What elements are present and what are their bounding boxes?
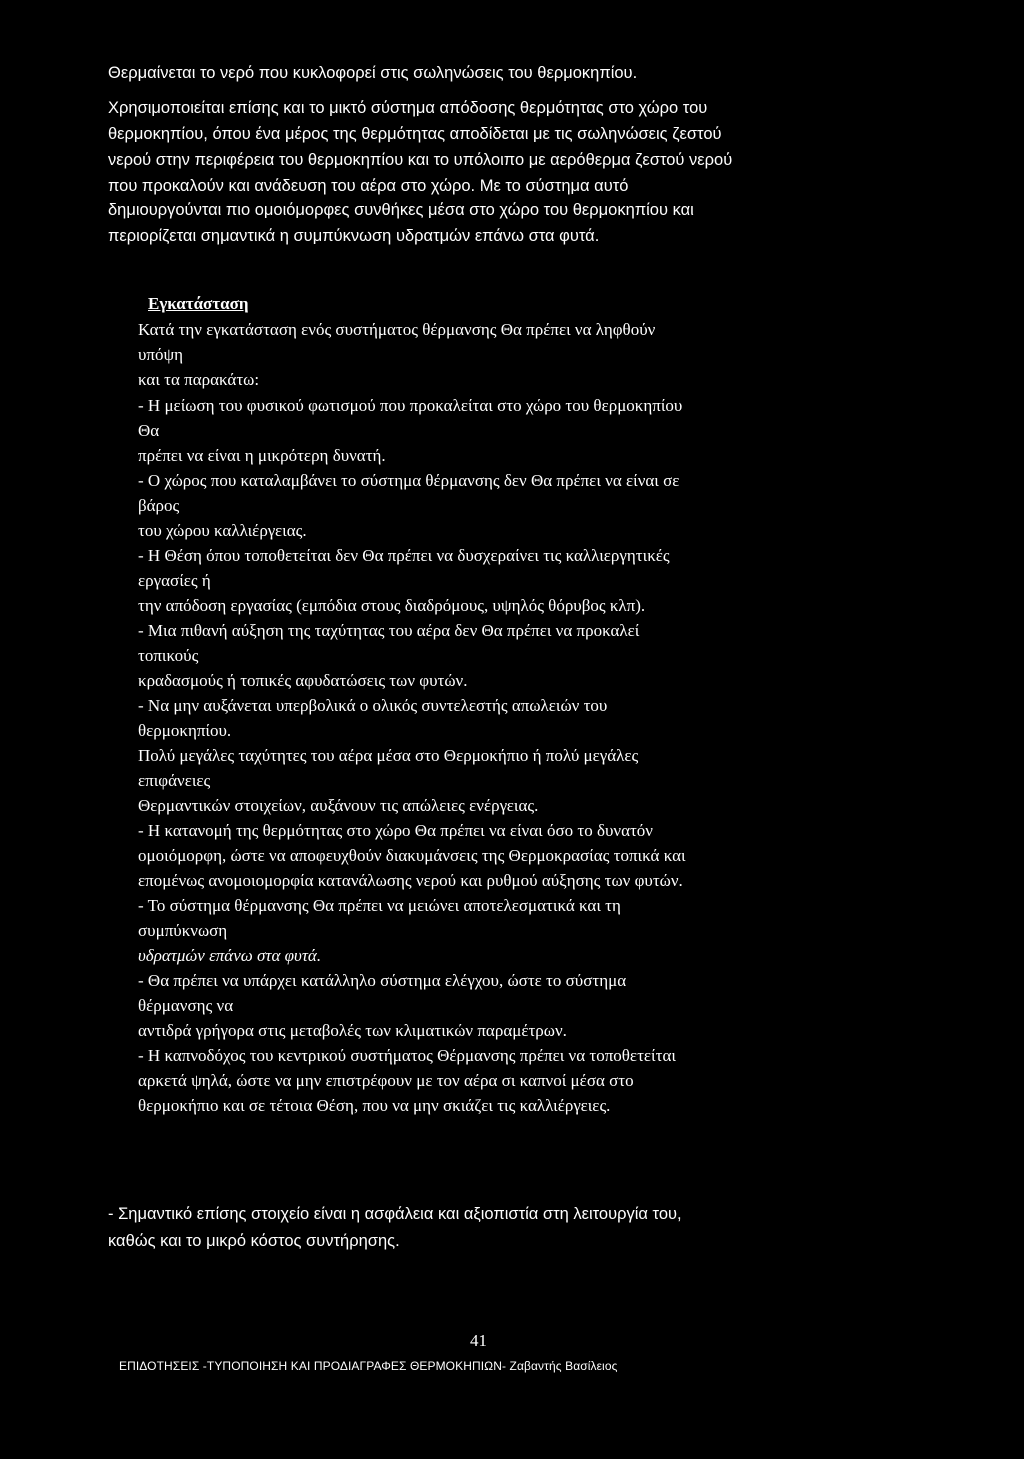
text-line: αντιδρά γρήγορα στις μεταβολές των κλιματικών παραμέτρων. [138, 1021, 567, 1040]
text-line: υπόψη [138, 345, 184, 364]
text-line: βάρος [138, 496, 180, 515]
text-line: δημιουργούνται πιο ομοιόμορφες συνθήκες μέσα στο χώρο του θερμοκηπίου και [108, 201, 694, 219]
text-line: - Η καπνοδόχος του κεντρικού συστήματος Θέρμανσης πρέπει να τοποθετείται [138, 1046, 676, 1065]
text-line: - Η μείωση του φυσικού φωτισμού που προκαλείται στο χώρο του θερμοκηπίου [138, 396, 683, 415]
text-line: υδρατμών επάνω στα φυτά. [138, 946, 322, 965]
footer-text: ΕΠΙΔΟΤΗΣΕΙΣ -ΤΥΠΟΠΟΙΗΣΗ ΚΑΙ ΠΡΟΔΙΑΓΡΑΦΕΣ ΘΕΡΜΟΚΗΠΙΩΝ- Ζαβαντής Βασίλειος [119, 1359, 618, 1373]
text-line: Θερμαίνεται το νερό που κυκλοφορεί στις σωληνώσεις του θερμοκηπίου. [108, 64, 638, 82]
text-line: που προκαλούν και ανάδευση του αέρα στο χώρο. Με το σύστημα αυτό [108, 177, 629, 195]
text-line: Κατά την εγκατάσταση ενός συστήματος θέρμανσης Θα πρέπει να ληφθούν [138, 320, 656, 339]
text-line: - Η κατανομή της θερμότητας στο χώρο Θα πρέπει να είναι όσο το δυνατόν [138, 821, 653, 840]
text-line: εργασίες ή [138, 571, 211, 590]
text-line: αρκετά ψηλά, ώστε να μην επιστρέφουν με τον αέρα σι καπνοί μέσα στο [138, 1071, 634, 1090]
text-line: συμπύκνωση [138, 921, 228, 940]
text-line: επομένως ανομοιομορφία κατανάλωσης νερού και ρυθμού αύξησης των φυτών. [138, 871, 683, 890]
text-line: θερμοκήπιο και σε τέτοια Θέση, που να μην σκιάζει τις καλλιέργειες. [138, 1096, 611, 1115]
text-line: θερμοκηπίου, όπου ένα μέρος της θερμότητας αποδίδεται με τις σωληνώσεις ζεστού [108, 125, 722, 143]
text-line: καθώς και το μικρό κόστος συντήρησης. [108, 1232, 400, 1250]
text-line: Χρησιμοποιείται επίσης και το μικτό σύστημα απόδοσης θερμότητας στο χώρο του [108, 99, 708, 117]
text-line: θέρμανσης να [138, 996, 234, 1015]
text-line: θερμοκηπίου. [138, 721, 232, 740]
text-line: - Η Θέση όπου τοποθετείται δεν Θα πρέπει να δυσχεραίνει τις καλλιεργητικές [138, 546, 670, 565]
text-line: - Σημαντικό επίσης στοιχείο είναι η ασφάλεια και αξιοπιστία στη λειτουργία του, [108, 1205, 682, 1223]
text-line: Πολύ μεγάλες ταχύτητες του αέρα μέσα στο Θερμοκήπιο ή πολύ μεγάλες [138, 746, 639, 765]
text-line: πρέπει να είναι η μικρότερη δυνατή. [138, 446, 386, 465]
text-line: - Να μην αυξάνεται υπερβολικά ο ολικός συντελεστής απωλειών του [138, 696, 608, 715]
text-line: - Ο χώρος που καταλαμβάνει το σύστημα θέρμανσης δεν Θα πρέπει να είναι σε [138, 471, 680, 490]
text-line: Θα [138, 421, 160, 440]
text-line: Θερμαντικών στοιχείων, αυξάνουν τις απώλειες ενέργειας. [138, 796, 539, 815]
text-line: επιφάνειες [138, 771, 211, 790]
text-line: - Θα πρέπει να υπάρχει κατάλληλο σύστημα ελέγχου, ώστε το σύστημα [138, 971, 627, 990]
text-line: και τα παρακάτω: [138, 370, 260, 389]
text-line: - Το σύστημα θέρμανσης Θα πρέπει να μειώνει αποτελεσματικά και τη [138, 896, 621, 915]
section-heading: Εγκατάσταση [148, 294, 249, 313]
page-number: 41 [470, 1331, 487, 1350]
text-line: την απόδοση εργασίας (εμπόδια στους διαδρόμους, υψηλός θόρυβος κλπ). [138, 596, 646, 615]
text-line: κραδασμούς ή τοπικές αφυδατώσεις των φυτών. [138, 671, 468, 690]
text-line: του χώρου καλλιέργειας. [138, 521, 307, 540]
text-line: - Μια πιθανή αύξηση της ταχύτητας του αέρα δεν Θα πρέπει να προκαλεί [138, 621, 640, 640]
text-line: τοπικούς [138, 646, 199, 665]
text-line: νερού στην περιφέρεια του θερμοκηπίου και το υπόλοιπο με αερόθερμα ζεστού νερού [108, 151, 733, 169]
text-line: ομοιόμορφη, ώστε να αποφευχθούν διακυμάνσεις της Θερμοκρασίας τοπικά και [138, 846, 686, 865]
text-line: περιορίζεται σημαντικά η συμπύκνωση υδρατμών επάνω στα φυτά. [108, 227, 600, 245]
